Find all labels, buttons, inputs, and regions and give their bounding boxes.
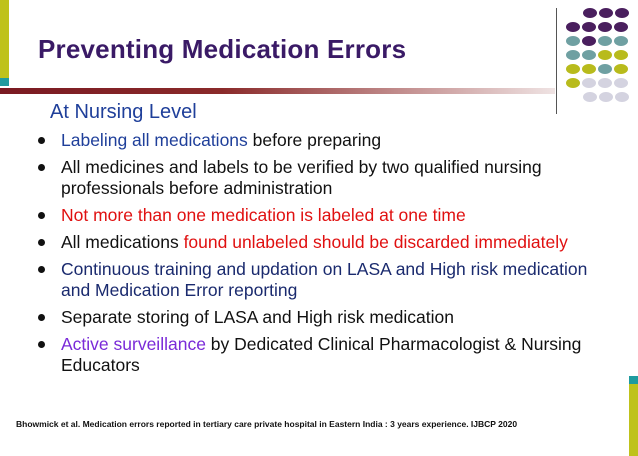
bullet-icon <box>38 266 45 273</box>
decorative-dot <box>598 36 612 46</box>
decorative-dot <box>599 92 613 102</box>
bullet-icon <box>38 239 45 246</box>
decorative-dot <box>599 8 613 18</box>
decorative-dot <box>582 36 596 46</box>
bullet-text-segment: found unlabeled should be discarded immediately <box>183 232 568 252</box>
decorative-dot <box>566 50 580 60</box>
bullet-item <box>36 259 606 301</box>
decorative-dot <box>583 92 597 102</box>
bullet-icon <box>38 164 45 171</box>
decorative-dot <box>614 22 628 32</box>
decorative-dot <box>566 22 580 32</box>
bullet-item <box>36 307 606 328</box>
decorative-dot <box>566 78 580 88</box>
decorative-dot <box>614 36 628 46</box>
decorative-dot <box>582 50 596 60</box>
bullet-icon <box>38 341 45 348</box>
bullet-icon <box>38 212 45 219</box>
slide-title: Preventing Medication Errors <box>38 34 407 64</box>
decorative-dot <box>614 50 628 60</box>
bullet-item <box>36 157 606 199</box>
bullet-text-segment: Labeling all medications <box>61 130 248 150</box>
bullet-text-segment: All medications <box>61 232 184 252</box>
bullet-item <box>36 232 606 253</box>
decorative-dot <box>598 22 612 32</box>
vertical-divider <box>556 8 557 114</box>
decorative-dot <box>614 64 628 74</box>
bullet-list <box>36 130 606 382</box>
bullet-item <box>36 334 606 376</box>
decorative-dot <box>614 78 628 88</box>
title-underline-rule <box>0 88 555 94</box>
bullet-text-segment: Active surveillance <box>61 334 206 354</box>
citation: Bhowmick et al. Medication errors reported in tertiary care private hospital in Eastern India : 3 years experience. IJBCP 2020 <box>16 419 518 429</box>
accent-square-bottom-right <box>629 376 638 384</box>
decorative-dot <box>598 50 612 60</box>
decorative-dot <box>583 8 597 18</box>
bullet-icon <box>38 314 45 321</box>
bullet-item <box>36 205 606 226</box>
decorative-dot <box>598 64 612 74</box>
accent-square-top-left <box>0 78 9 86</box>
bullet-text-segment: by Dedicated Clinical Pharmacologist & Nursing Educators <box>61 334 582 375</box>
decorative-dot <box>598 78 612 88</box>
decorative-dot <box>566 36 580 46</box>
decorative-dot <box>582 64 596 74</box>
bullet-item <box>36 130 606 151</box>
accent-bar-bottom-right <box>629 384 638 456</box>
decorative-dot <box>615 8 629 18</box>
slide-subtitle: At Nursing Level <box>50 101 197 123</box>
bullet-text-segment: Not more than one medication is labeled at one time <box>61 205 466 225</box>
decorative-dot <box>582 78 596 88</box>
decorative-dot <box>566 64 580 74</box>
bullet-text-segment: Separate storing of LASA and High risk medication <box>61 307 454 327</box>
decorative-dot <box>582 22 596 32</box>
bullet-text-segment: All medicines and labels to be verified by two qualified nursing professionals before administration <box>61 157 542 198</box>
bullet-text-segment: Continuous training and updation on LASA and High risk medication and Medication Error reporting <box>61 259 588 300</box>
bullet-icon <box>38 137 45 144</box>
decorative-dot <box>615 92 629 102</box>
decorative-dot-grid <box>566 8 632 106</box>
accent-bar-top-left <box>0 0 9 78</box>
bullet-text-segment: before preparing <box>247 130 382 150</box>
